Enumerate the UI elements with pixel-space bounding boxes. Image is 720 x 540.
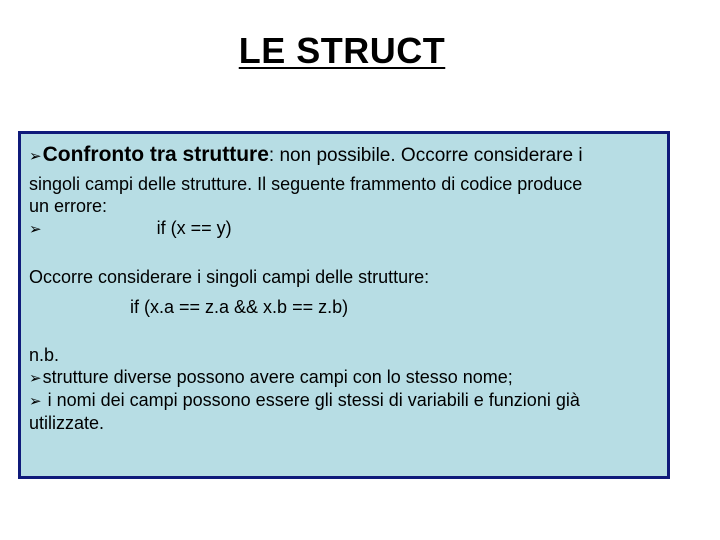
list-item-text: strutture diverse possono avere campi con lo stesso nome;	[42, 367, 513, 387]
arrow-bullet-icon: ➢	[29, 220, 42, 238]
spacer	[29, 318, 659, 344]
slide-title: LE STRUCT	[238, 30, 446, 71]
spacer	[29, 240, 659, 266]
list-item	[29, 366, 659, 389]
arrow-bullet-icon: ➢	[29, 392, 42, 410]
code-snippet: if (x.a == z.a && x.b == z.b)	[130, 297, 349, 317]
paragraph-line: Occorre considerare i singoli campi delle strutture:	[29, 267, 430, 287]
paragraph-heading-rest: : non possibile. Occorre considerare i	[268, 145, 583, 166]
arrow-bullet-icon: ➢	[29, 369, 42, 387]
code-line	[29, 217, 659, 240]
list-item-text: i nomi dei campi possono essere gli stessi di variabili e funzioni già	[42, 390, 580, 410]
content-box	[18, 131, 670, 479]
list-item-continuation: utilizzate.	[29, 413, 105, 433]
paragraph-line: un errore:	[29, 196, 108, 216]
paragraph-heading-line	[29, 142, 659, 169]
paragraph-heading: Confronto tra strutture	[42, 143, 269, 166]
list-item	[29, 389, 659, 412]
code-line	[29, 296, 659, 318]
paragraph-line: singoli campi delle strutture. Il seguente frammento di codice produce	[29, 174, 583, 194]
arrow-bullet-icon: ➢	[29, 147, 42, 165]
code-snippet: if (x == y)	[156, 218, 232, 238]
nb-label: n.b.	[29, 345, 60, 365]
